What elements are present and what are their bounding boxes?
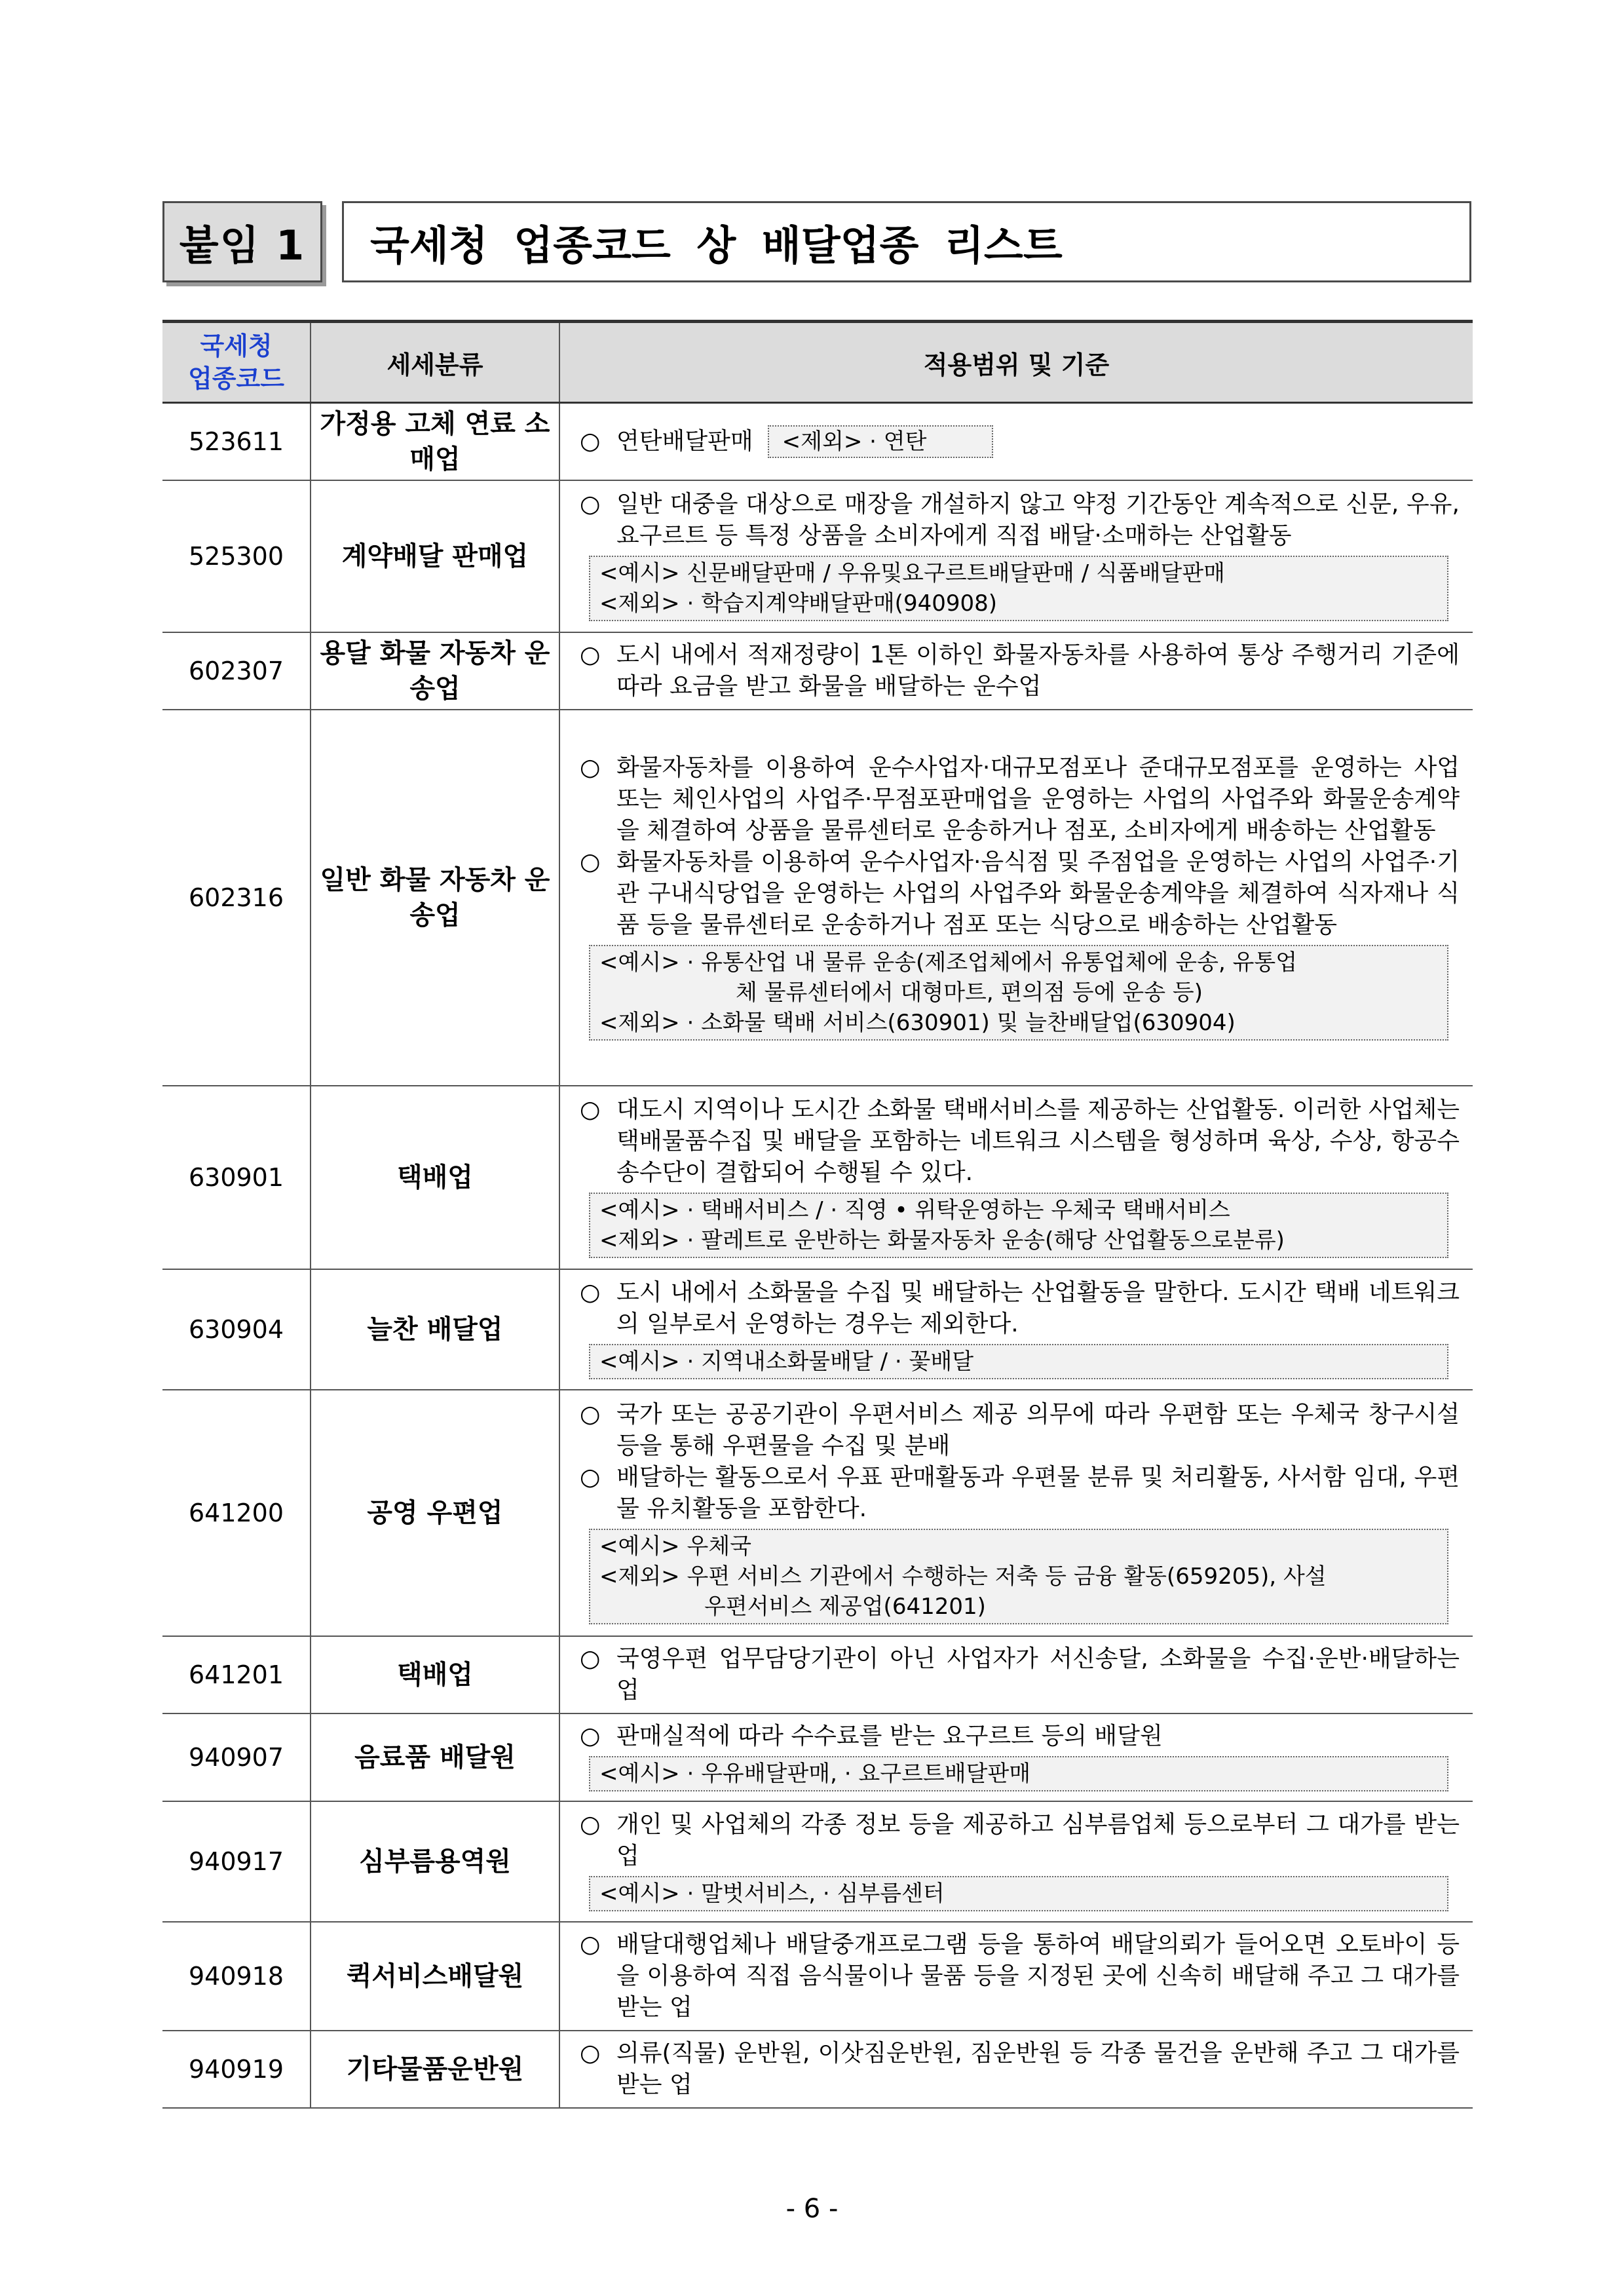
scope-item — [580, 1094, 1460, 1189]
bullet-icon: ○ — [580, 1931, 601, 1958]
table-row — [162, 1922, 1473, 2031]
row-code: 641200 — [162, 1390, 311, 1636]
scope-item-text: 판매실적에 따라 수수료를 받는 요구르트 등의 배달원 — [616, 1723, 1163, 1750]
note-line: <예시> 신문배달판매 / 우유및요구르트배달판매 / 식품배달판매 — [599, 560, 1226, 586]
row-code: 940919 — [162, 2031, 311, 2108]
row-class: 심부름용역원 — [311, 1801, 559, 1922]
page-number: - 6 - — [785, 2194, 839, 2224]
note-line: <제외> · 소화물 택배 서비스(630901) 및 늘찬배달업(630904) — [599, 1010, 1236, 1036]
bullet-icon: ○ — [580, 2040, 601, 2067]
table-header-row — [162, 322, 1473, 403]
table-row — [162, 710, 1473, 1086]
column-header-code — [162, 322, 311, 403]
table-row — [162, 480, 1473, 632]
scope-item-text: 대도시 지역이나 도시간 소화물 택배서비스를 제공하는 산업활동. 이러한 사업체는 택배물품수집 및 배달을 포함하는 네트워크 시스템을 형성하며 육상, 수상, 항공수송수단이 결합되어 수행될 수 있다. — [616, 1096, 1460, 1186]
row-class: 택배업 — [311, 1086, 559, 1269]
scope-item — [580, 1277, 1460, 1340]
bullet-icon: ○ — [580, 1096, 601, 1123]
table-row — [162, 1390, 1473, 1636]
example-note — [589, 1344, 1448, 1379]
row-code: 641201 — [162, 1636, 311, 1713]
scope-item — [580, 1462, 1460, 1525]
row-scope — [559, 403, 1473, 481]
scope-item-text: 화물자동차를 이용하여 운수사업자·음식점 및 주점업을 운영하는 사업의 사업주·기관 구내식당업을 운영하는 사업의 사업주와 화물운송계약을 체결하여 식자재나 식품 등을 물류센터로 운송하거나 점포 또는 식당으로 배송하는 산업활동 — [616, 849, 1460, 938]
scope-item-text: 화물자동차를 이용하여 운수사업자·대규모점포나 준대규모점포를 운영하는 사업 또는 체인사업의 사업주·무점포판매업을 운영하는 사업의 사업주와 화물운송계약을 체결하여 상품을 물류센터로 운송하거나 점포, 소비자에게 배송하는 산업활동 — [616, 754, 1460, 844]
row-code: 940907 — [162, 1713, 311, 1801]
scope-item — [580, 847, 1460, 941]
scope-item — [580, 640, 1460, 702]
table-row — [162, 1713, 1473, 1801]
scope-item-text: 배달하는 활동으로서 우표 판매활동과 우편물 분류 및 처리활동, 사서함 임대, 우편물 유치활동을 포함한다. — [616, 1464, 1460, 1522]
row-code: 602316 — [162, 710, 311, 1086]
table-row — [162, 403, 1473, 481]
note-line: <예시> · 유통산업 내 물류 운송(제조업체에서 유통업체에 운송, 유통업 — [599, 949, 1298, 976]
scope-inline — [580, 425, 1460, 458]
note-line: <제외> 우편 서비스 기관에서 수행하는 저축 등 금융 활동(659205), 사설 — [599, 1563, 1327, 1590]
row-scope — [559, 1390, 1473, 1636]
note-line: <예시> · 택배서비스 / · 직영 • 위탁운영하는 우체국 택배서비스 — [599, 1197, 1230, 1223]
bullet-icon: ○ — [580, 1645, 601, 1672]
note-line: 우편서비스 제공업(641201) — [704, 1594, 986, 1620]
table-row — [162, 1636, 1473, 1713]
scope-item — [580, 2038, 1460, 2101]
row-scope — [559, 480, 1473, 632]
row-code: 523611 — [162, 403, 311, 481]
row-code: 602307 — [162, 632, 311, 710]
scope-item-text: 국가 또는 공공기관이 우편서비스 제공 의무에 따라 우편함 또는 우체국 창구시설 등을 통해 우편물을 수집 및 분배 — [616, 1401, 1460, 1459]
row-class: 용달 화물 자동차 운송업 — [311, 632, 559, 710]
column-header-code-line2: 업종코드 — [188, 364, 284, 393]
bullet-icon: ○ — [580, 1279, 601, 1306]
scope-item — [580, 1929, 1460, 2023]
example-note — [589, 1876, 1448, 1911]
example-note — [589, 1529, 1448, 1624]
column-header-code-line1: 국세청 — [200, 332, 273, 360]
note-line: <제외> · 팔레트로 운반하는 화물자동차 운송(해당 산업활동으로분류) — [599, 1227, 1285, 1253]
note-line: <예시> · 말벗서비스, · 심부름센터 — [599, 1881, 945, 1907]
scope-item — [580, 1721, 1460, 1752]
note-line: <제외> · 학습지계약배달판매(940908) — [599, 590, 998, 617]
bullet-icon: ○ — [580, 849, 601, 875]
row-scope — [559, 710, 1473, 1086]
scope-item-text: 일반 대중을 대상으로 매장을 개설하지 않고 약정 기간동안 계속적으로 신문, 우유, 요구르트 등 특정 상품을 소비자에게 직접 배달·소매하는 산업활동 — [616, 491, 1460, 549]
example-note — [589, 1193, 1448, 1258]
scope-item-text: 도시 내에서 소화물을 수집 및 배달하는 산업활동을 말한다. 도시간 택배 네트워크의 일부로서 운영하는 경우는 제외한다. — [616, 1279, 1460, 1337]
row-class: 가정용 고체 연료 소매업 — [311, 403, 559, 481]
row-class: 퀵서비스배달원 — [311, 1922, 559, 2031]
example-note — [589, 1756, 1448, 1791]
row-code: 940917 — [162, 1801, 311, 1922]
row-scope — [559, 1269, 1473, 1390]
row-scope — [559, 1086, 1473, 1269]
table-row — [162, 1269, 1473, 1390]
bullet-icon: ○ — [580, 1811, 601, 1838]
column-header-scope: 적용범위 및 기준 — [559, 322, 1473, 403]
bullet-icon: ○ — [580, 491, 601, 518]
scope-item-text: 배달대행업체나 배달중개프로그램 등을 통하여 배달의뢰가 들어오면 오토바이 등을 이용하여 직접 음식물이나 물품 등을 지정된 곳에 신속히 배달해 주고 그 대가를 받는 업 — [616, 1931, 1460, 2021]
bullet-icon: ○ — [580, 1401, 601, 1428]
scope-text: 연탄배달판매 — [616, 428, 753, 455]
scope-item-text: 의류(직물) 운반원, 이삿짐운반원, 짐운반원 등 각종 물건을 운반해 주고 그 대가를 받는 업 — [616, 2040, 1460, 2098]
row-scope — [559, 1922, 1473, 2031]
scope-item — [580, 1399, 1460, 1462]
scope-item — [580, 752, 1460, 847]
delivery-industry-table — [162, 320, 1473, 2109]
bullet-icon: ○ — [580, 754, 601, 781]
bullet-icon: ○ — [580, 641, 601, 668]
row-class: 계약배달 판매업 — [311, 480, 559, 632]
row-scope — [559, 2031, 1473, 2108]
note-line: <예시> 우체국 — [599, 1533, 752, 1559]
table-row — [162, 1086, 1473, 1269]
row-class: 음료품 배달원 — [311, 1713, 559, 1801]
row-class: 공영 우편업 — [311, 1390, 559, 1636]
scope-item — [580, 489, 1460, 552]
row-scope — [559, 1713, 1473, 1801]
table-row — [162, 2031, 1473, 2108]
bullet-icon: ○ — [580, 1723, 601, 1750]
scope-item-text: 도시 내에서 적재정량이 1톤 이하인 화물자동차를 사용하여 통상 주행거리 기준에 따라 요금을 받고 화물을 배달하는 운수업 — [616, 641, 1460, 700]
table-row — [162, 632, 1473, 710]
row-code: 525300 — [162, 480, 311, 632]
row-code: 630901 — [162, 1086, 311, 1269]
row-class: 택배업 — [311, 1636, 559, 1713]
row-class: 늘찬 배달업 — [311, 1269, 559, 1390]
row-code: 630904 — [162, 1269, 311, 1390]
table-row — [162, 1801, 1473, 1922]
row-class: 기타물품운반원 — [311, 2031, 559, 2108]
bullet-icon: ○ — [580, 1464, 601, 1491]
example-note — [589, 945, 1448, 1041]
note-line: <예시> · 지역내소화물배달 / · 꽃배달 — [599, 1349, 974, 1375]
attachment-badge: 붙임 1 — [162, 201, 322, 282]
scope-item — [580, 1809, 1460, 1872]
example-note — [589, 556, 1448, 621]
page-title: 국세청 업종코드 상 배달업종 리스트 — [342, 201, 1471, 282]
row-scope — [559, 1636, 1473, 1713]
note-line: 체 물류센터에서 대형마트, 편의점 등에 운송 등) — [736, 980, 1203, 1006]
row-class: 일반 화물 자동차 운송업 — [311, 710, 559, 1086]
row-scope — [559, 1801, 1473, 1922]
page-header — [162, 201, 1473, 282]
scope-item-text: 국영우편 업무담당기관이 아닌 사업자가 서신송달, 소화물을 수집·운반·배달하는 업 — [616, 1645, 1460, 1704]
exclusion-note: <제외> · 연탄 — [768, 425, 993, 458]
row-scope — [559, 632, 1473, 710]
bullet-icon: ○ — [580, 428, 601, 455]
scope-item-text: 개인 및 사업체의 각종 정보 등을 제공하고 심부름업체 등으로부터 그 대가를 받는 업 — [616, 1811, 1460, 1869]
scope-item — [580, 1643, 1460, 1706]
column-header-class: 세세분류 — [311, 322, 559, 403]
row-code: 940918 — [162, 1922, 311, 2031]
note-line: <예시> · 우유배달판매, · 요구르트배달판매 — [599, 1761, 1031, 1787]
